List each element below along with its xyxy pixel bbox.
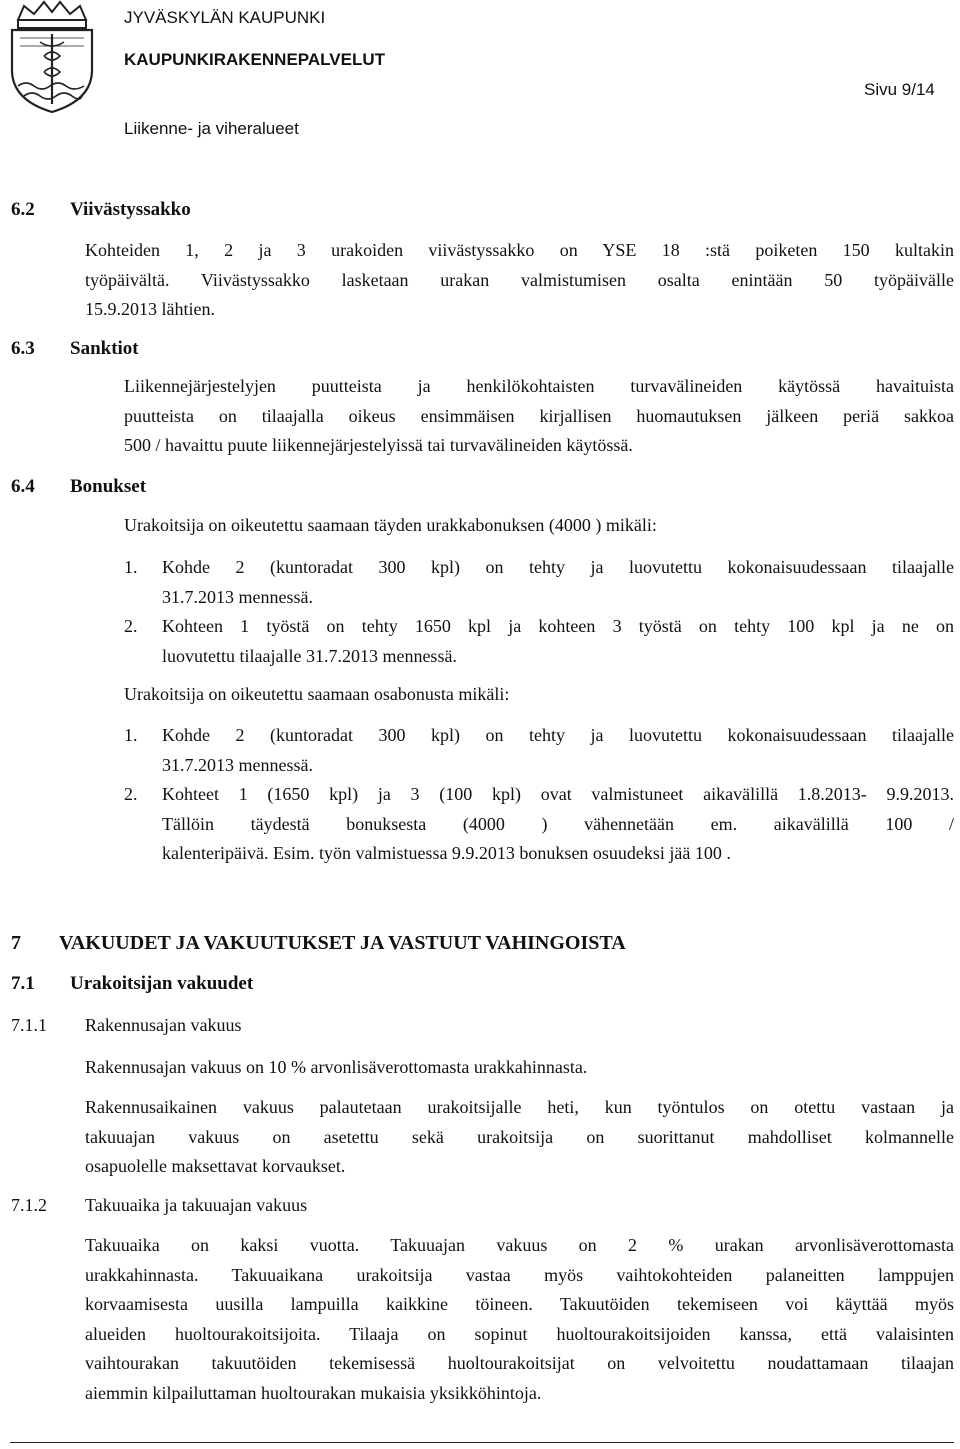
- header-unit: Liikenne- ja viheralueet: [124, 119, 299, 138]
- text-line: Kohde 2 (kuntoradat 300 kpl) on tehty ja luovutettu kokonaisuudessaan tilaajalle: [162, 557, 954, 577]
- text-line: kalenteripäivä. Esim. työn valmistuessa 9.9.2013 bonuksen osuudeksi jää 100 .: [162, 843, 731, 863]
- paragraph-viivastyssakko: [85, 236, 954, 325]
- header-organization: JYVÄSKYLÄN KAUPUNKI: [124, 8, 326, 27]
- section-heading-6-3: [11, 337, 139, 361]
- text-line: 31.7.2013 mennessä.: [162, 586, 313, 607]
- paragraph-vakuus-palautus: [85, 1093, 954, 1182]
- section-title: VAKUUDET JA VAKUUTUKSET JA VASTUUT VAHINGOISTA: [59, 932, 626, 954]
- section-title: Bonukset: [70, 476, 147, 497]
- text-line: osapuolelle maksettavat korvaukset.: [85, 1156, 346, 1176]
- section-heading-6-4: [11, 475, 147, 499]
- text-line: Kohteen 1 työstä on tehty 1650 kpl ja kohteen 3 työstä on tehty 100 kpl ja ne on: [162, 616, 954, 636]
- list-number: 2.: [124, 616, 138, 636]
- section-number: 7.1.2: [11, 1195, 47, 1215]
- text-line: puutteista on tilaajalla oikeus ensimmäisen kirjallisen huomautuksen jälkeen periä sakkoa: [124, 405, 954, 426]
- list-item: [124, 780, 954, 870]
- text-line: 15.9.2013 lähtien.: [85, 299, 215, 319]
- text-line: Kohde 2 (kuntoradat 300 kpl) on tehty ja luovutettu kokonaisuudessaan tilaajalle: [162, 725, 954, 745]
- text-line: työpäivältä. Viivästyssakko lasketaan urakan valmistumisen osalta enintään 50 työpäivälle: [85, 269, 954, 290]
- text-line: Takuuaika on kaksi vuotta. Takuuajan vakuus on 2 % urakan arvonlisäverottomasta: [85, 1235, 954, 1255]
- paragraph-takuuaika: [85, 1231, 954, 1408]
- text-line: 31.7.2013 mennessä.: [162, 754, 313, 775]
- paragraph-bonus-intro: Urakoitsija on oikeutettu saamaan täyden urakkabonuksen (4000 ) mikäli:: [124, 515, 657, 535]
- section-number: 6.3: [11, 338, 35, 359]
- text-line: 500 / havaittu puute liikennejärjestelyissä tai turvavälineiden käytössä.: [124, 435, 633, 455]
- section-number: 7.1: [11, 973, 35, 994]
- paragraph-partial-bonus-intro: Urakoitsija on oikeutettu saamaan osabonusta mikäli:: [124, 684, 510, 704]
- section-number: 6.2: [11, 199, 35, 220]
- text-line: Kohteet 1 (1650 kpl) ja 3 (100 kpl) ovat valmistuneet aikavälillä 1.8.2013- 9.9.2013.: [162, 784, 954, 804]
- text-line: Tällöin täydestä bonuksesta (4000 ) vähennetään em. aikavälillä 100 /: [162, 813, 954, 834]
- section-title: Sanktiot: [70, 338, 139, 359]
- section-number: 7.1.1: [11, 1015, 47, 1035]
- section-title: Rakennusajan vakuus: [85, 1015, 242, 1035]
- text-line: Kohteiden 1, 2 ja 3 urakoiden viivästyssakko on YSE 18 :stä poiketen 150 kultakin: [85, 240, 954, 260]
- list-item: [124, 612, 954, 672]
- section-heading-7-1-2: [11, 1193, 308, 1217]
- list-number: 1.: [124, 557, 138, 577]
- city-coat-of-arms-logo: [0, 0, 104, 114]
- list-number: 2.: [124, 784, 138, 804]
- footer-divider: [10, 1442, 954, 1443]
- section-title: Takuuaika ja takuuajan vakuus: [85, 1195, 308, 1215]
- text-line: vaihtourakan takuutöiden tekemisessä huoltourakoitsijat on velvoitettu noudattamaan tilaajan: [85, 1353, 954, 1373]
- text-line: Rakennusaikainen vakuus palautetaan urakoitsijalle heti, kun työntulos on otettu vastaan ja: [85, 1097, 954, 1117]
- paragraph-sanktiot: [124, 372, 954, 461]
- section-heading-6-2: [11, 198, 191, 222]
- section-heading-7-1: [11, 972, 254, 996]
- section-title: Urakoitsijan vakuudet: [70, 973, 254, 994]
- text-line: Liikennejärjestelyjen puutteista ja henkilökohtaisten turvavälineiden käytössä havaituista: [124, 376, 954, 396]
- text-line: korvaamisesta uusilla lampuilla kaikkine töineen. Takuutöiden tekemiseen voi käyttää myös: [85, 1294, 954, 1314]
- section-number: 7: [11, 932, 21, 954]
- section-number: 6.4: [11, 476, 35, 497]
- text-line: urakkahinnasta. Takuuaikana urakoitsija vastaa myös vaihtokohteiden palaneitten lamppujen: [85, 1264, 954, 1285]
- page-number: Sivu 9/14: [864, 80, 935, 99]
- text-line: aiemmin kilpailuttaman huoltourakan mukaisia yksikköhintoja.: [85, 1382, 542, 1403]
- paragraph-rakennusajan-vakuus: Rakennusajan vakuus on 10 % arvonlisäverottomasta urakkahinnasta.: [85, 1057, 588, 1077]
- text-line: alueiden huoltourakoitsijoita. Tilaaja on sopinut huoltourakoitsijoiden kanssa, että valaisinten: [85, 1323, 954, 1344]
- list-number: 1.: [124, 725, 138, 745]
- header-department: KAUPUNKIRAKENNEPALVELUT: [124, 50, 385, 69]
- section-heading-7-1-1: [11, 1013, 242, 1037]
- text-line: luovutettu tilaajalle 31.7.2013 mennessä.: [162, 645, 457, 666]
- section-heading-7: [11, 931, 626, 955]
- list-item: [124, 721, 954, 781]
- list-item: [124, 553, 954, 613]
- text-line: takuuajan vakuus on asetettu sekä urakoitsija on suorittanut mahdolliset kolmannelle: [85, 1126, 954, 1147]
- section-title: Viivästyssakko: [70, 199, 191, 220]
